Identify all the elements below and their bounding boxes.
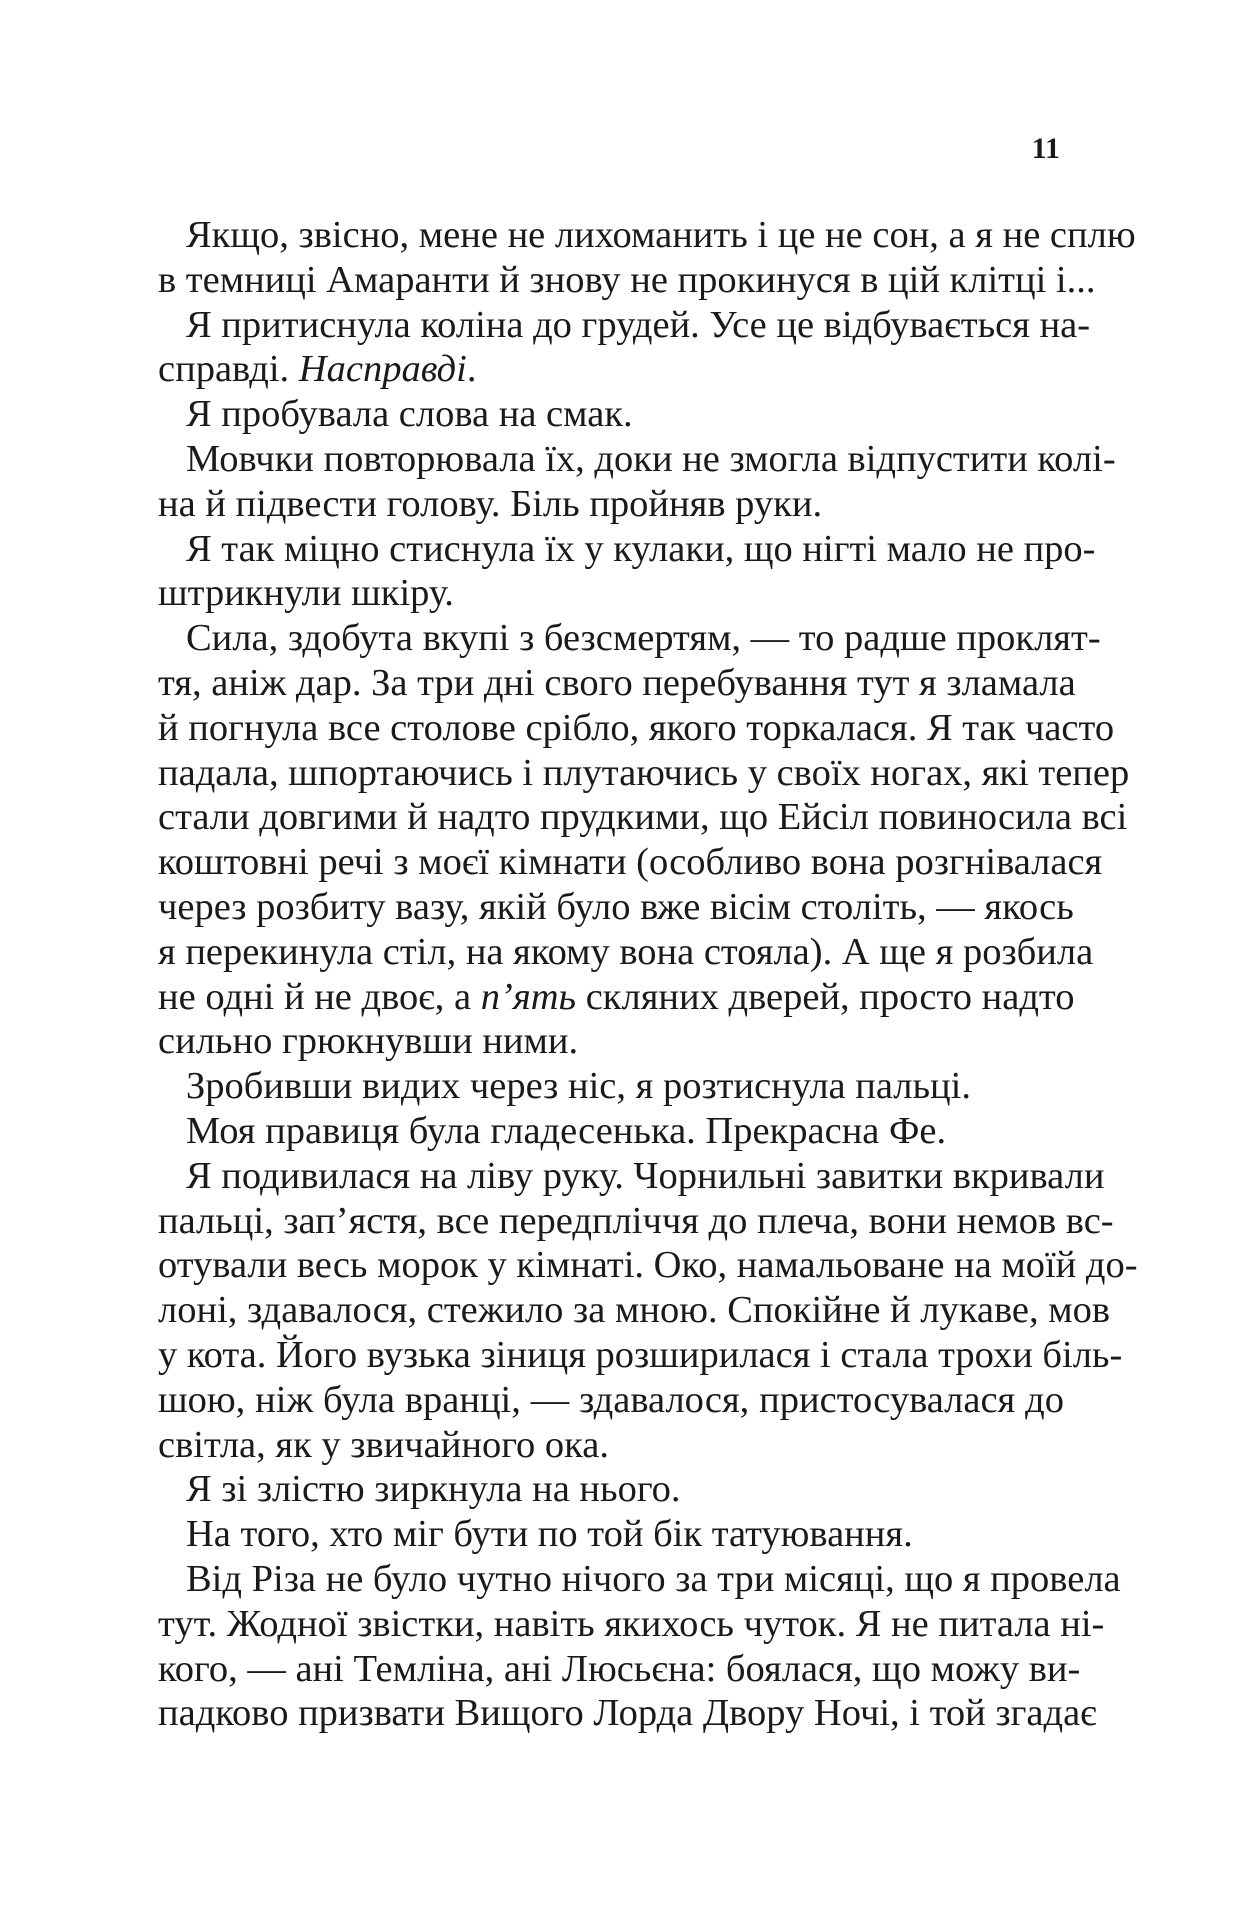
- text-line: тут. Жодної звістки, навіть якихось чуток. Я не питала ні-: [158, 1602, 1105, 1645]
- paragraph: [158, 527, 1096, 617]
- page-number: 11: [1031, 132, 1060, 165]
- text-line: шою, ніж була вранці, — здавалося, пристосувалася до: [158, 1378, 1064, 1421]
- text-line: Сила, здобута вкупі з безсмертям, — то радше проклят-: [186, 617, 1101, 660]
- text-line: не одні й не двоє, а п’ять скляних дверей, просто надто: [158, 975, 1075, 1018]
- text-body: [158, 213, 1138, 1736]
- paragraph: [158, 392, 1064, 437]
- text-line: сильно грюкнувши ними.: [158, 1020, 579, 1063]
- text-line: Я пробувала слова на смак.: [186, 393, 633, 436]
- text-line: й погнула все столове срібло, якого торкалася. Я так часто: [158, 706, 1115, 749]
- text-line: Від Різа не було чутно нічого за три місяці, що я провела: [186, 1557, 1121, 1600]
- paragraph: [158, 1557, 1121, 1736]
- text-line: через розбиту вазу, якій було вже вісім століть, — якось: [158, 885, 1074, 928]
- text-line: тя, аніж дар. За три дні свого перебування тут я зламала: [158, 661, 1076, 704]
- text-line: в темниці Амаранти й знову не прокинуся в цій клітці і...: [158, 258, 1096, 301]
- text-line: кого, — ані Темліна, ані Люсьєна: боялася, що можу ви-: [158, 1647, 1081, 1690]
- text-line: На того, хто міг бути по той бік татуювання.: [186, 1513, 913, 1556]
- paragraph: [158, 303, 1091, 393]
- text-line: світла, як у звичайного ока.: [158, 1423, 609, 1466]
- emphasis: Насправді: [298, 348, 467, 391]
- text-line: отували весь морок у кімнаті. Око, намальоване на моїй до-: [158, 1244, 1138, 1287]
- text-line: Я зі злістю зиркнула на нього.: [186, 1468, 681, 1511]
- emphasis: п’ять: [480, 975, 577, 1018]
- paragraph: [158, 437, 1116, 527]
- paragraph: [158, 1512, 1064, 1557]
- text-line: падала, шпортаючись і плутаючись у своїх ногах, які тепер: [158, 751, 1130, 794]
- text-line: на й підвести голову. Біль пройняв руки.: [158, 482, 823, 525]
- text-line: Я подивилася на ліву руку. Чорнильні завитки вкривали: [186, 1154, 1105, 1197]
- text-line: штрикнули шкіру.: [158, 572, 454, 615]
- text-line: Я притиснула коліна до грудей. Усе це відбувається на-: [186, 303, 1091, 346]
- text-line: коштовні речі з моєї кімнати (особливо вона розгнівалася: [158, 841, 1103, 884]
- text-line: у кота. Його вузька зіниця розширилася і стала трохи біль-: [158, 1333, 1123, 1376]
- text-line: Мовчки повторювала їх, доки не змогла відпустити колі-: [186, 437, 1116, 480]
- text-line: Зробивши видих через ніс, я розтиснула пальці.: [186, 1065, 971, 1108]
- text-line: лоні, здавалося, стежило за мною. Спокійне й лукаве, мов: [158, 1289, 1111, 1332]
- paragraph: [158, 1109, 1064, 1154]
- paragraph: [158, 1154, 1138, 1468]
- paragraph: [158, 1064, 1064, 1109]
- paragraph: [158, 616, 1130, 1064]
- text-line: стали довгими й надто прудкими, що Ейсіл повиносила всі: [158, 796, 1128, 839]
- paragraph: [158, 1467, 1064, 1512]
- text-line: справді. Насправді.: [158, 348, 477, 391]
- text-line: Якщо, звісно, мене не лихоманить і це не сон, а я не сплю: [186, 214, 1136, 256]
- paragraph: [158, 213, 1136, 303]
- text-line: Я так міцно стиснула їх у кулаки, що нігті мало не про-: [186, 527, 1096, 570]
- text-line: пальці, зап’ястя, все передпліччя до плеча, вони немов вс-: [158, 1199, 1114, 1242]
- text-line: я перекинула стіл, на якому вона стояла). А ще я розбила: [158, 930, 1094, 973]
- text-line: падково призвати Вищого Лорда Двору Ночі, і той згадає: [158, 1692, 1097, 1735]
- text-line: Моя правиця була гладесенька. Прекрасна Фе.: [186, 1109, 947, 1152]
